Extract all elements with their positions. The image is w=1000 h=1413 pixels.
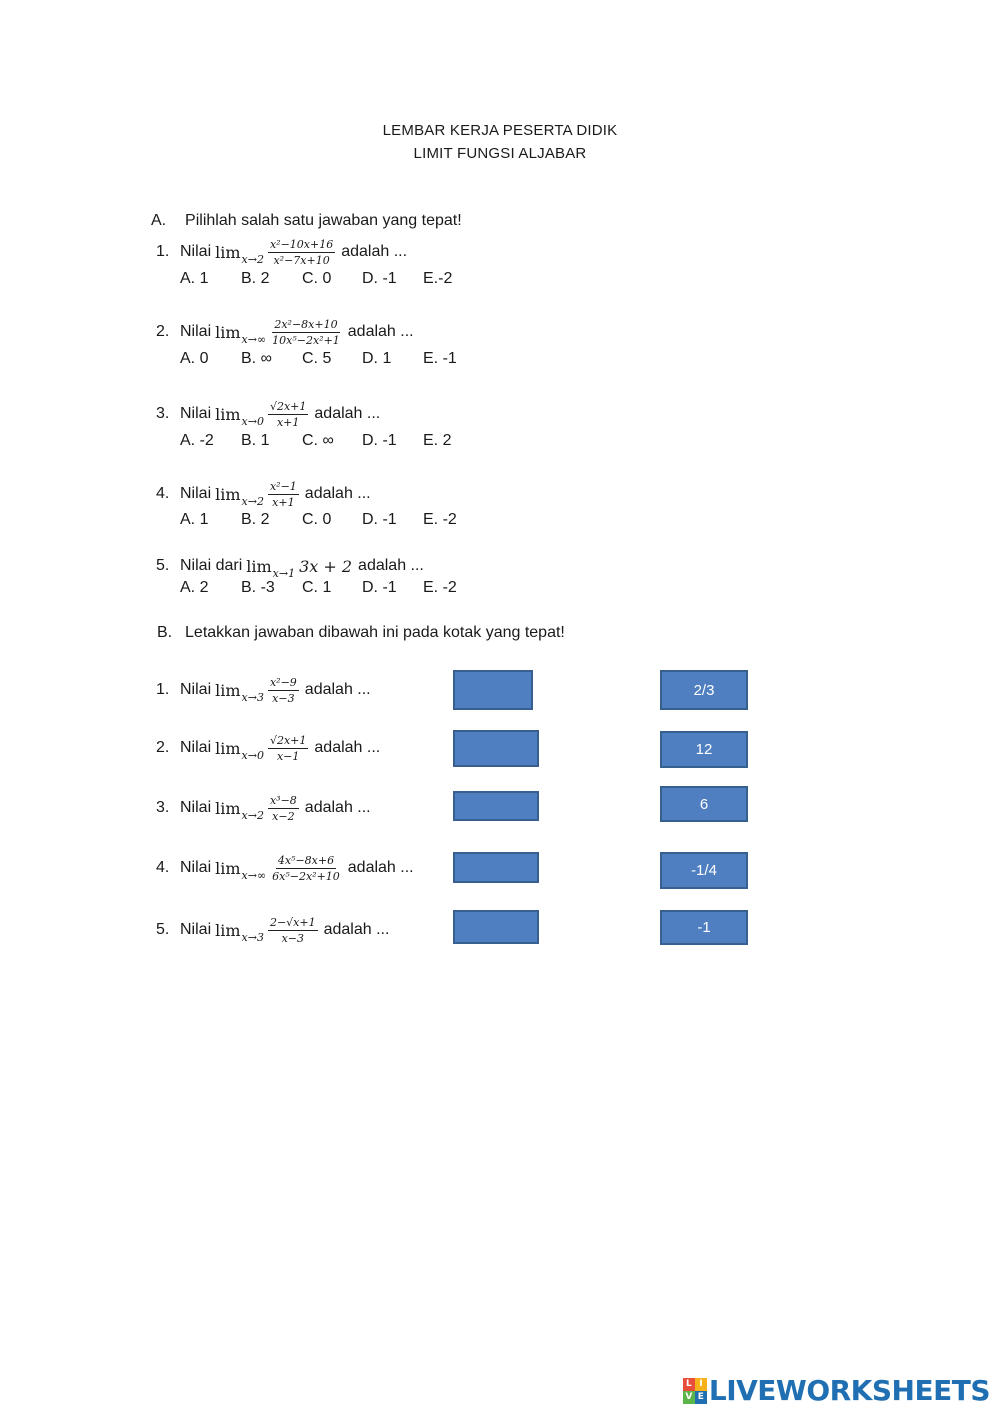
limit-subscript: x→2: [241, 808, 264, 822]
answer-tile-4[interactable]: -1/4: [660, 852, 748, 889]
limit-subscript: x→2: [241, 252, 264, 266]
fraction-denominator: x−3: [272, 691, 295, 705]
question-prefix: Nilai: [180, 799, 212, 816]
logo-icon-letter: E: [695, 1391, 707, 1404]
worksheet-title: LEMBAR KERJA PESERTA DIDIK: [382, 122, 618, 139]
answer-tile-1[interactable]: 2/3: [660, 670, 748, 710]
option-b[interactable]: B. 1: [241, 432, 270, 449]
option-b[interactable]: B. ∞: [241, 350, 272, 367]
option-b[interactable]: B. -3: [241, 579, 275, 596]
question-number: 5.: [156, 921, 170, 938]
fraction: [270, 853, 342, 884]
question-number: 5.: [156, 557, 170, 574]
question-b5: [156, 910, 389, 950]
question-a4: [156, 474, 371, 514]
question-prefix: Nilai: [180, 243, 212, 260]
question-suffix: adalah ...: [314, 739, 381, 756]
fraction-numerator: √2x+1: [269, 733, 307, 747]
option-b[interactable]: B. 2: [241, 511, 270, 528]
option-a[interactable]: A. 1: [180, 270, 209, 287]
fraction: [268, 675, 299, 706]
option-d[interactable]: D. -1: [362, 511, 397, 528]
question-b4: [156, 848, 414, 888]
fraction-numerator: 4x⁵−8x+6: [277, 853, 335, 867]
limit-subscript: x→∞: [241, 332, 267, 346]
option-c[interactable]: C. 0: [302, 511, 332, 528]
worksheet-subtitle: LIMIT FUNGSI ALJABAR: [413, 145, 587, 162]
question-b1: [156, 670, 371, 710]
option-a[interactable]: A. 0: [180, 350, 209, 367]
logo-icon: [683, 1378, 707, 1404]
question-suffix: adalah ...: [347, 323, 414, 340]
question-number: 2.: [156, 323, 170, 340]
option-d[interactable]: D. -1: [362, 270, 397, 287]
option-a[interactable]: A. 2: [180, 579, 209, 596]
logo-icon-letter: L: [683, 1378, 695, 1391]
liveworksheets-logo[interactable]: [683, 1374, 990, 1407]
options-a1: [180, 270, 500, 290]
section-a-instruction: Pilihlah salah satu jawaban yang tepat!: [185, 212, 462, 229]
question-prefix: Nilai: [180, 323, 212, 340]
question-number: 4.: [156, 859, 170, 876]
limit-subscript: x→3: [241, 690, 264, 704]
options-a5: [180, 579, 500, 599]
question-number: 3.: [156, 405, 170, 422]
option-c[interactable]: C. 1: [302, 579, 332, 596]
question-suffix: adalah ...: [323, 921, 390, 938]
fraction-numerator: 2x²−8x+10: [274, 317, 338, 331]
fraction: [268, 733, 308, 764]
limit-subscript: x→0: [241, 748, 264, 762]
limit-operator: $\lim_{x\to 2}$: [215, 798, 264, 822]
fraction-numerator: x³−8: [269, 793, 297, 807]
question-suffix: adalah ...: [341, 243, 408, 260]
question-prefix: Nilai: [180, 485, 212, 502]
limit-subscript: x→3: [241, 930, 264, 944]
fraction-denominator: x+1: [276, 415, 300, 429]
question-b2: [156, 728, 380, 768]
limit-operator: $\lim_{x\to 2}$: [215, 484, 264, 508]
question-prefix: Nilai: [180, 921, 212, 938]
question-b3: [156, 788, 371, 828]
limit-expression: 3x + 2: [299, 556, 353, 576]
limit-operator: $\lim_{x\to 0}$: [215, 404, 264, 428]
fraction-denominator: x−2: [272, 809, 295, 823]
option-b[interactable]: B. 2: [241, 270, 270, 287]
options-a2: [180, 350, 500, 370]
drop-box-3[interactable]: [453, 791, 539, 821]
drop-box-1[interactable]: [453, 670, 533, 710]
question-prefix: Nilai: [180, 859, 212, 876]
fraction-denominator: 10x⁵−2x²+1: [272, 333, 340, 347]
question-a1: [156, 232, 407, 272]
option-c[interactable]: C. 5: [302, 350, 332, 367]
fraction: [268, 915, 318, 946]
fraction: [268, 399, 308, 430]
fraction: [268, 479, 299, 510]
fraction-denominator: x²−7x+10: [273, 253, 330, 267]
question-suffix: adalah ...: [347, 859, 414, 876]
fraction-numerator: x²−9: [269, 675, 297, 689]
limit-subscript: x→2: [241, 494, 264, 508]
question-number: 3.: [156, 799, 170, 816]
logo-text: LIVEWORKSHEETS: [708, 1374, 990, 1407]
limit-subscript: x→0: [241, 414, 264, 428]
section-b-heading: [157, 624, 565, 642]
question-prefix: Nilai dari: [180, 557, 243, 574]
section-a-heading: [151, 212, 462, 230]
fraction: [270, 317, 342, 348]
drop-box-2[interactable]: [453, 730, 539, 767]
limit-subscript: x→1: [272, 566, 296, 580]
option-e[interactable]: E.-2: [423, 270, 453, 287]
option-a[interactable]: A. -2: [180, 432, 214, 449]
option-c[interactable]: C. ∞: [302, 432, 334, 449]
limit-operator: $\lim_{x\to 0}$: [215, 738, 264, 762]
limit-subscript: x→∞: [241, 868, 267, 882]
option-a[interactable]: A. 1: [180, 511, 209, 528]
question-suffix: adalah ...: [304, 681, 371, 698]
question-number: 1.: [156, 243, 170, 260]
question-suffix: adalah ...: [304, 485, 371, 502]
answer-tile-5[interactable]: -1: [660, 910, 748, 945]
limit-operator: $\lim_{x\to\infty}$: [215, 858, 267, 882]
section-b-label: B.: [157, 624, 173, 641]
question-prefix: Nilai: [180, 739, 212, 756]
option-d[interactable]: D. -1: [362, 432, 397, 449]
drop-box-5[interactable]: [453, 910, 539, 944]
option-d[interactable]: D. 1: [362, 350, 392, 367]
fraction: [268, 237, 335, 268]
fraction-numerator: x²−1: [269, 479, 297, 493]
question-a2: [156, 312, 414, 352]
question-number: 1.: [156, 681, 170, 698]
fraction-numerator: 2−√x+1: [269, 915, 316, 929]
question-number: 4.: [156, 485, 170, 502]
question-suffix: adalah ...: [304, 799, 371, 816]
logo-icon-letter: I: [695, 1378, 707, 1391]
fraction-denominator: x−3: [281, 931, 304, 945]
option-c[interactable]: C. 0: [302, 270, 332, 287]
question-suffix: adalah ...: [314, 405, 381, 422]
question-a3: [156, 394, 380, 434]
drop-box-4[interactable]: [453, 852, 539, 883]
option-e[interactable]: E. -1: [423, 350, 457, 367]
fraction-numerator: √2x+1: [269, 399, 307, 413]
answer-tile-3[interactable]: 6: [660, 786, 748, 822]
answer-tile-2[interactable]: 12: [660, 731, 748, 768]
option-e[interactable]: E. -2: [423, 511, 457, 528]
limit-operator: $\lim_{x\to 3}$: [215, 680, 264, 704]
fraction-denominator: x+1: [272, 495, 295, 509]
option-e[interactable]: E. 2: [423, 432, 452, 449]
option-d[interactable]: D. -1: [362, 579, 397, 596]
fraction-denominator: x−1: [276, 749, 300, 763]
section-a-label: A.: [151, 212, 167, 229]
section-b-instruction: Letakkan jawaban dibawah ini pada kotak yang tepat!: [185, 624, 565, 641]
question-suffix: adalah ...: [358, 557, 424, 574]
logo-icon-letter: V: [683, 1391, 695, 1404]
fraction-denominator: 6x⁵−2x²+10: [272, 869, 340, 883]
fraction-numerator: x²−10x+16: [269, 237, 334, 251]
option-e[interactable]: E. -2: [423, 579, 457, 596]
question-prefix: Nilai: [180, 405, 212, 422]
options-a3: [180, 432, 500, 452]
limit-operator: $\lim_{x\to 2}$: [215, 242, 264, 266]
fraction: [268, 793, 299, 824]
options-a4: [180, 511, 500, 531]
question-number: 2.: [156, 739, 170, 756]
limit-operator: $\lim_{x\to 3}$: [215, 920, 264, 944]
question-prefix: Nilai: [180, 681, 212, 698]
limit-operator: $\lim_{x\to 1}$: [246, 556, 296, 580]
limit-operator: $\lim_{x\to\infty}$: [215, 322, 267, 346]
question-a5: [156, 555, 424, 580]
